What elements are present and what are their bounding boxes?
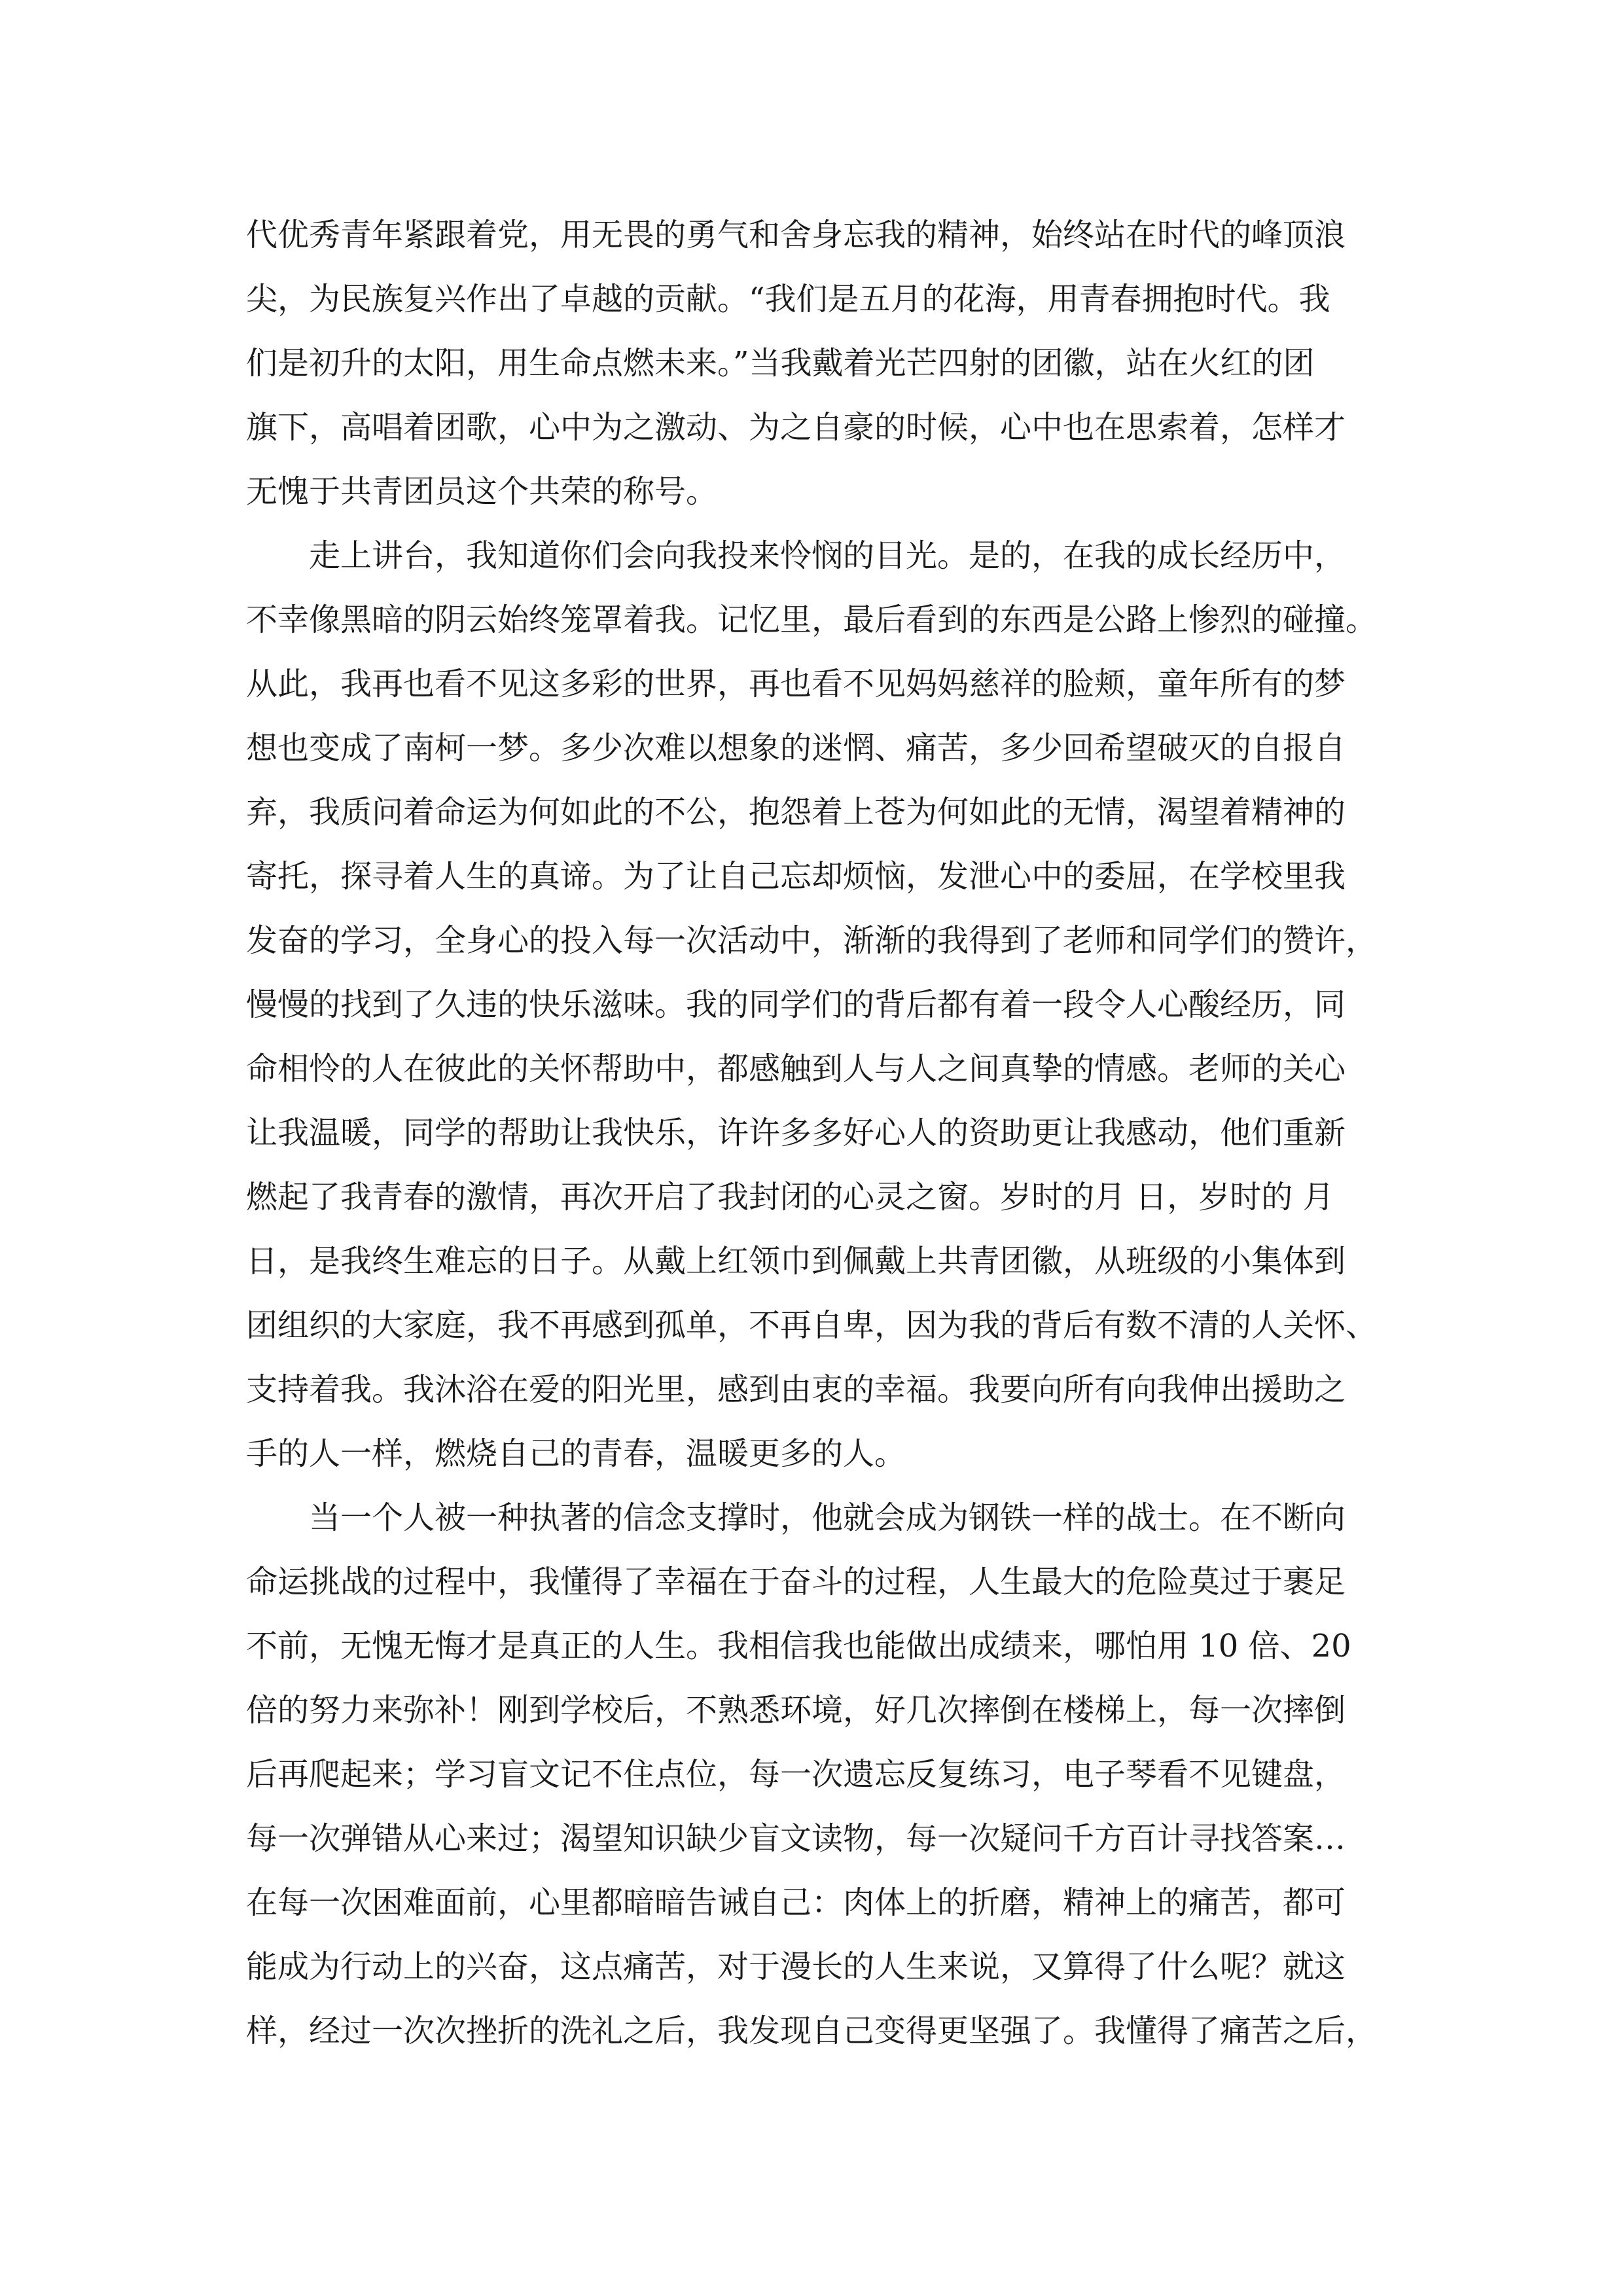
text-line: 在每一次困难面前，心里都暗暗告诫自己：肉体上的折磨，精神上的痛苦，都可	[246, 1884, 1346, 1921]
text-line: 燃起了我青春的激情，再次开启了我封闭的心灵之窗。岁时的月 日，岁时的 月	[246, 1179, 1334, 1215]
text-line: 每一次弹错从心来过；渴望知识缺少盲文读物，每一次疑问千方百计寻找答案…	[246, 1820, 1346, 1857]
text-line: 日，是我终生难忘的日子。从戴上红领巾到佩戴上共青团徽，从班级的小集体到	[246, 1243, 1346, 1280]
text-line: 发奋的学习，全身心的投入每一次活动中，渐渐的我得到了老师和同学们的赞许，	[246, 922, 1378, 959]
text-line: 们是初升的太阳，用生命点燃未来。”当我戴着光芒四射的团徽，站在火红的团	[246, 345, 1315, 382]
text-line: 尖，为民族复兴作出了卓越的贡献。“我们是五月的花海，用青春拥抱时代。我	[246, 281, 1330, 317]
text-line: 不前，无愧无悔才是真正的人生。我相信我也能做出成绩来，哪怕用 10 倍、20	[246, 1628, 1351, 1664]
text-line: 旗下，高唱着团歌，心中为之激动、为之自豪的时候，心中也在思索着，怎样才	[246, 409, 1346, 446]
text-line: 团组织的大家庭，我不再感到孤单，不再自卑，因为我的背后有数不清的人关怀、	[246, 1307, 1378, 1344]
text-line: 从此，我再也看不见这多彩的世界，再也看不见妈妈慈祥的脸颊，童年所有的梦	[246, 666, 1346, 702]
text-line: 手的人一样，燃烧自己的青春，温暖更多的人。	[246, 1435, 906, 1472]
text-line: 慢慢的找到了久违的快乐滋味。我的同学们的背后都有着一段令人心酸经历，同	[246, 986, 1346, 1023]
text-line: 样，经过一次次挫折的洗礼之后，我发现自己变得更坚强了。我懂得了痛苦之后，	[246, 2013, 1378, 2049]
paragraph-start-line: 当一个人被一种执著的信念支撑时，他就会成为钢铁一样的战士。在不断向	[309, 1499, 1346, 1536]
text-line: 让我温暖，同学的帮助让我快乐，许许多多好心人的资助更让我感动，他们重新	[246, 1115, 1346, 1151]
text-line: 后再爬起来；学习盲文记不住点位，每一次遗忘反复练习，电子琴看不见键盘，	[246, 1756, 1346, 1793]
text-line: 寄托，探寻着人生的真谛。为了让自己忘却烦恼，发泄心中的委屈，在学校里我	[246, 858, 1346, 895]
text-line: 无愧于共青团员这个共荣的称号。	[246, 473, 718, 510]
text-line: 不幸像黑暗的阴云始终笼罩着我。记忆里，最后看到的东西是公路上惨烈的碰撞。	[246, 601, 1378, 638]
text-line: 命相怜的人在彼此的关怀帮助中，都感触到人与人之间真挚的情感。老师的关心	[246, 1050, 1346, 1087]
text-line: 弃，我质问着命运为何如此的不公，抱怨着上苍为何如此的无情，渴望着精神的	[246, 794, 1346, 831]
text-line: 支持着我。我沐浴在爱的阳光里，感到由衷的幸福。我要向所有向我伸出援助之	[246, 1371, 1346, 1408]
text-line: 命运挑战的过程中，我懂得了幸福在于奋斗的过程，人生最大的危险莫过于裹足	[246, 1564, 1346, 1600]
text-line: 倍的努力来弥补！刚到学校后，不熟悉环境，好几次摔倒在楼梯上，每一次摔倒	[246, 1692, 1346, 1729]
text-line: 代优秀青年紧跟着党，用无畏的勇气和舍身忘我的精神，始终站在时代的峰顶浪	[246, 217, 1346, 253]
paragraph-start-line: 走上讲台，我知道你们会向我投来怜悯的目光。是的，在我的成长经历中，	[309, 537, 1346, 574]
text-line: 想也变成了南柯一梦。多少次难以想象的迷惘、痛苦，多少回希望破灭的自报自	[246, 730, 1346, 766]
text-line: 能成为行动上的兴奋，这点痛苦，对于漫长的人生来说，又算得了什么呢？就这	[246, 1948, 1346, 1985]
